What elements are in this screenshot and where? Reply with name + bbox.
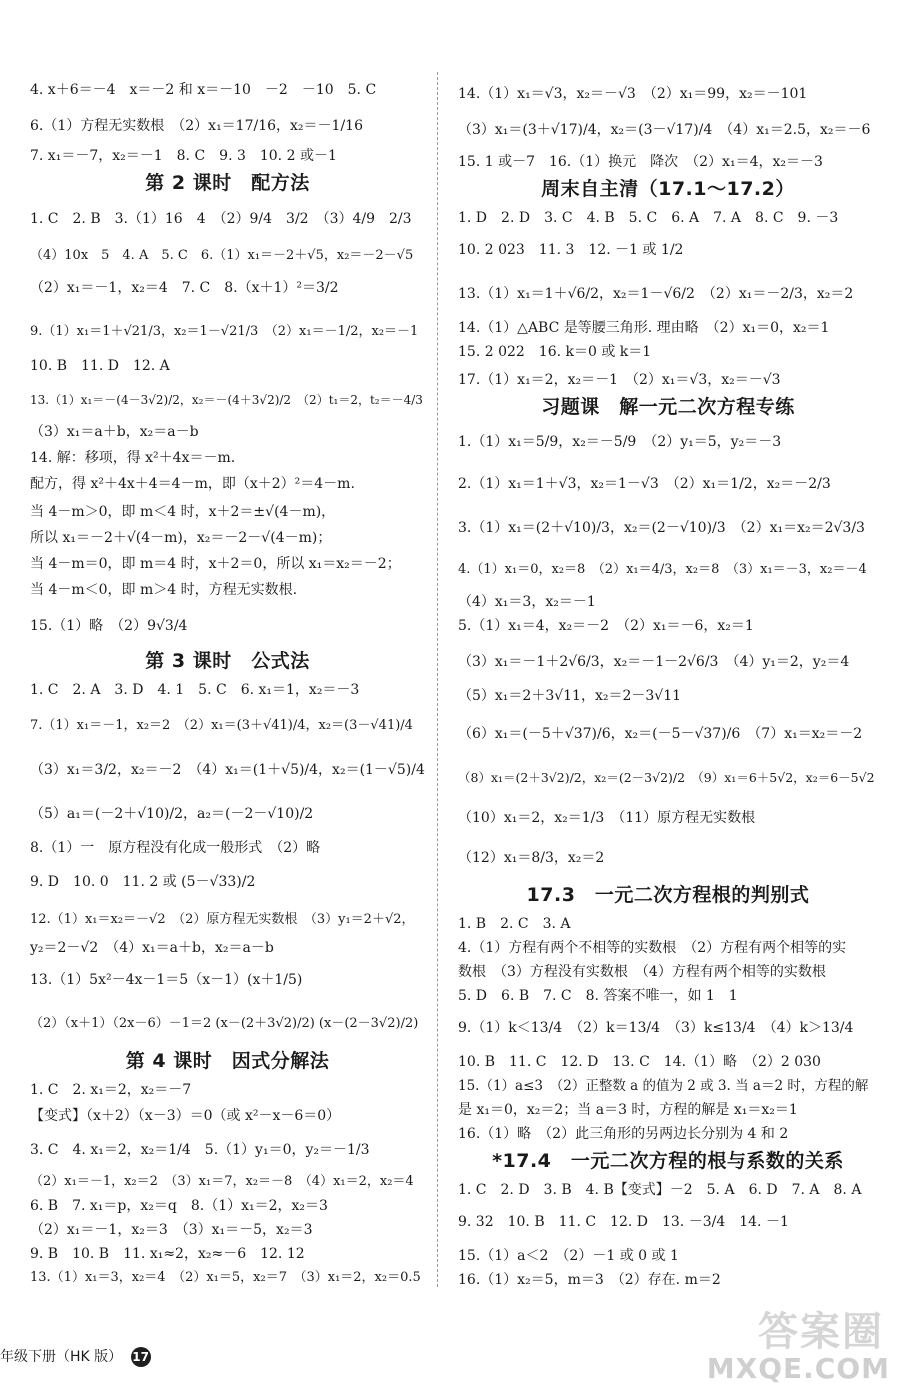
answer-line: 16.（1）x₂＝5，m＝3 （2）存在. m＝2: [458, 1272, 721, 1288]
section-heading: 周末自主清（17.1～17.2）: [541, 178, 795, 200]
answer-line: 7. x₁＝－7，x₂＝－1 8. C 9. 3 10. 2 或－1: [30, 148, 337, 164]
answer-line: （4）10x 5 4. A 5. C 6.（1）x₁＝－2＋√5，x₂＝－2－√5: [30, 248, 414, 263]
answer-line: 【变式】（x＋2）（x－3）＝0（或 x²－x－6＝0）: [30, 1108, 341, 1124]
answer-line: 4.（1）x₁＝0，x₂＝8 （2）x₁＝4/3，x₂＝8 （3）x₁＝－3，x₂＝－4: [458, 562, 867, 577]
answer-line: 3. C 4. x₁＝2，x₂＝1/4 5.（1）y₁＝0，y₂＝－1/3: [30, 1142, 370, 1158]
answer-line: y₂＝2－√2 （4）x₁＝a＋b，x₂＝a－b: [30, 940, 274, 956]
answer-line: 17.（1）x₁＝2，x₂＝－1 （2）x₁＝√3，x₂＝－√3: [458, 372, 781, 388]
answer-line: 5. D 6. B 7. C 8. 答案不唯一，如 1 1: [458, 988, 738, 1004]
answer-line: （2）x₁＝－1，x₂＝3 （3）x₁＝－5，x₂＝3: [30, 1222, 313, 1238]
watermark-logo: 答案圈: [758, 1309, 884, 1355]
section-heading: 习题课 解一元二次方程专练: [541, 396, 795, 418]
answer-line: 15.（1）略 （2）9√3/4: [30, 618, 188, 634]
answer-line: （2）（x＋1）（2x－6）－1＝2 (x－(2＋3√2)/2) (x－(2－3√2)/2): [30, 1016, 419, 1031]
answer-line: 6. B 7. x₁＝p，x₂＝q 8.（1）x₁＝2，x₂＝3: [30, 1198, 328, 1214]
answer-line: （4）x₁＝3，x₂＝－1: [458, 594, 596, 610]
answer-line: 1.（1）x₁＝5/9，x₂＝－5/9 （2）y₁＝5，y₂＝－3: [458, 434, 782, 450]
answer-line: 1. C 2. B 3.（1）16 4 （2）9/4 3/2 （3）4/9 2/3: [30, 211, 412, 227]
answer-line: 10. B 11. C 12. D 13. C 14.（1）略 （2）2 030: [458, 1054, 821, 1070]
section-heading: *17.4 一元二次方程的根与系数的关系: [492, 1150, 844, 1172]
answer-line: 14.（1）△ABC 是等腰三角形. 理由略 （2）x₁＝0，x₂＝1: [458, 320, 830, 336]
answer-line: 9. 32 10. B 11. C 12. D 13. －3/4 14. －1: [458, 1214, 789, 1230]
answer-line: （5）x₁＝2＋3√11，x₂＝2－3√11: [458, 688, 682, 704]
answer-line: 当 4－m＞0，即 m＜4 时，x＋2＝±√(4－m)，: [30, 504, 336, 520]
answer-line: 15. 1 或－7 16.（1）换元 降次 （2）x₁＝4，x₂＝－3: [458, 154, 823, 170]
answer-line: 配方，得 x²＋4x＋4＝4－m，即（x＋2）²＝4－m.: [30, 476, 355, 492]
footer-text: 年级下册（HK 版）: [0, 1349, 123, 1365]
answer-line: 9. D 10. 0 11. 2 或 (5－√33)/2: [30, 874, 256, 890]
answer-line: 2.（1）x₁＝1＋√3，x₂＝1－√3 （2）x₁＝1/2，x₂＝－2/3: [458, 476, 831, 492]
column-divider: [437, 72, 438, 1287]
answer-line: 所以 x₁＝－2＋√(4－m)，x₂＝－2－√(4－m)；: [30, 530, 332, 546]
answer-line: 1. D 2. D 3. C 4. B 5. C 6. A 7. A 8. C 9. －3: [458, 210, 839, 226]
answer-line: 15. 2 022 16. k＝0 或 k＝1: [458, 344, 652, 360]
answer-line: 数根 （3）方程没有实数根 （4）方程有两个相等的实数根: [458, 964, 826, 980]
answer-line: （3）x₁＝(3＋√17)/4，x₂＝(3－√17)/4 （4）x₁＝2.5，x₂＝－6: [458, 122, 871, 138]
watermark: [700, 1300, 890, 1385]
answer-line: （5）a₁＝(－2＋√10)/2，a₂＝(－2－√10)/2: [30, 806, 314, 822]
answer-line: （2）x₁＝－1，x₂＝2 （3）x₁＝7，x₂＝－8 （4）x₁＝2，x₂＝4: [30, 1174, 414, 1189]
answer-line: 13.（1）x₁＝3，x₂＝4 （2）x₁＝5，x₂＝7 （3）x₁＝2，x₂＝0.5: [30, 1270, 421, 1285]
answer-line: 6.（1）方程无实数根 （2）x₁＝17/16，x₂＝－1/16: [30, 118, 363, 134]
answer-line: 15.（1）a≤3 （2）正整数 a 的值为 2 或 3. 当 a＝2 时，方程的解: [458, 1078, 869, 1094]
answer-line: 1. B 2. C 3. A: [458, 916, 571, 932]
answer-line: 是 x₁＝0，x₂＝2；当 a＝3 时，方程的解是 x₁＝x₂＝1: [458, 1102, 798, 1118]
answer-line: （8）x₁＝(2＋3√2)/2，x₂＝(2－3√2)/2 （9）x₁＝6＋5√2，x₂＝6－5√2: [458, 770, 875, 785]
section-heading: 第 2 课时 配方法: [145, 172, 310, 194]
answer-line: （6）x₁＝(－5＋√37)/6，x₂＝(－5－√37)/6 （7）x₁＝x₂＝－2: [458, 726, 863, 742]
answer-line: 10. B 11. D 12. A: [30, 358, 170, 374]
answer-line: 10. 2 023 11. 3 12. －1 或 1/2: [458, 242, 684, 258]
page-number: 17: [131, 1347, 151, 1367]
answer-line: 14.（1）x₁＝√3，x₂＝－√3 （2）x₁＝99，x₂＝－101: [458, 86, 808, 102]
answer-line: 13.（1）5x²－4x－1＝5（x－1）(x＋1/5): [30, 972, 303, 988]
answer-line: 8.（1）一 原方程没有化成一般形式 （2）略: [30, 840, 321, 856]
answer-line: 13.（1）x₁＝1＋√6/2，x₂＝1－√6/2 （2）x₁＝－2/3，x₂＝2: [458, 286, 854, 302]
answer-line: 12.（1）x₁＝x₂＝－√2 （2）原方程无实数根 （3）y₁＝2＋√2，: [30, 912, 415, 927]
answer-line: 9. B 10. B 11. x₁≈2，x₂≈－6 12. 12: [30, 1246, 305, 1262]
answer-line: （2）x₁＝－1，x₂＝4 7. C 8.（x＋1）²＝3/2: [30, 280, 339, 296]
answer-line: 1. C 2. D 3. B 4. B【变式】－2 5. A 6. D 7. A 8. A: [458, 1182, 862, 1198]
answer-line: 13.（1）x₁＝－(4－3√2)/2，x₂＝－(4＋3√2)/2 （2）t₁＝2，t₂＝－4/3: [30, 393, 423, 407]
section-heading: 17.3 一元二次方程根的判别式: [526, 884, 810, 906]
page-footer: [0, 1346, 151, 1367]
answer-line: （3）x₁＝－1＋2√6/3，x₂＝－1－2√6/3 （4）y₁＝2，y₂＝4: [458, 654, 850, 670]
answer-line: 1. C 2. x₁＝2，x₂＝－7: [30, 1082, 192, 1098]
answer-line: （3）x₁＝a＋b，x₂＝a－b: [30, 424, 199, 440]
answer-line: 4.（1）方程有两个不相等的实数根 （2）方程有两个相等的实: [458, 940, 847, 956]
answer-line: 15.（1）a＜2 （2）－1 或 0 或 1: [458, 1248, 679, 1264]
answer-line: 3.（1）x₁＝(2＋√10)/3，x₂＝(2－√10)/3 （2）x₁＝x₂＝2√3/3: [458, 520, 865, 536]
answer-line: 5.（1）x₁＝4，x₂＝－2 （2）x₁＝－6，x₂＝1: [458, 618, 754, 634]
answer-line: （12）x₁＝8/3，x₂＝2: [458, 850, 605, 866]
answer-line: 当 4－m＝0，即 m＝4 时，x＋2＝0，所以 x₁＝x₂＝－2；: [30, 556, 401, 572]
watermark-url: MXQE.COM: [706, 1352, 890, 1385]
answer-line: 1. C 2. A 3. D 4. 1 5. C 6. x₁＝1，x₂＝－3: [30, 682, 360, 698]
answer-line: （3）x₁＝3/2，x₂＝－2 （4）x₁＝(1＋√5)/4，x₂＝(1－√5)/4: [30, 762, 425, 778]
answer-line: （10）x₁＝2，x₂＝1/3 （11）原方程无实数根: [458, 810, 756, 826]
answer-line: 14. 解：移项，得 x²＋4x＝－m.: [30, 450, 236, 466]
answer-line: 4. x＋6＝－4 x＝－2 和 x＝－10 －2 －10 5. C: [30, 82, 377, 98]
answer-line: 9.（1）x₁＝1＋√21/3，x₂＝1－√21/3 （2）x₁＝－1/2，x₂＝－1: [30, 324, 419, 339]
answer-line: 9.（1）k＜13/4 （2）k＝13/4 （3）k≤13/4 （4）k＞13/4: [458, 1020, 854, 1036]
answer-line: 当 4－m＜0，即 m＞4 时，方程无实数根.: [30, 582, 298, 598]
section-heading: 第 4 课时 因式分解法: [125, 1050, 330, 1072]
section-heading: 第 3 课时 公式法: [145, 650, 310, 672]
answer-line: 7.（1）x₁＝－1，x₂＝2 （2）x₁＝(3＋√41)/4，x₂＝(3－√41)/4: [30, 718, 413, 733]
answer-line: 16.（1）略 （2）此三角形的另两边长分别为 4 和 2: [458, 1126, 789, 1142]
